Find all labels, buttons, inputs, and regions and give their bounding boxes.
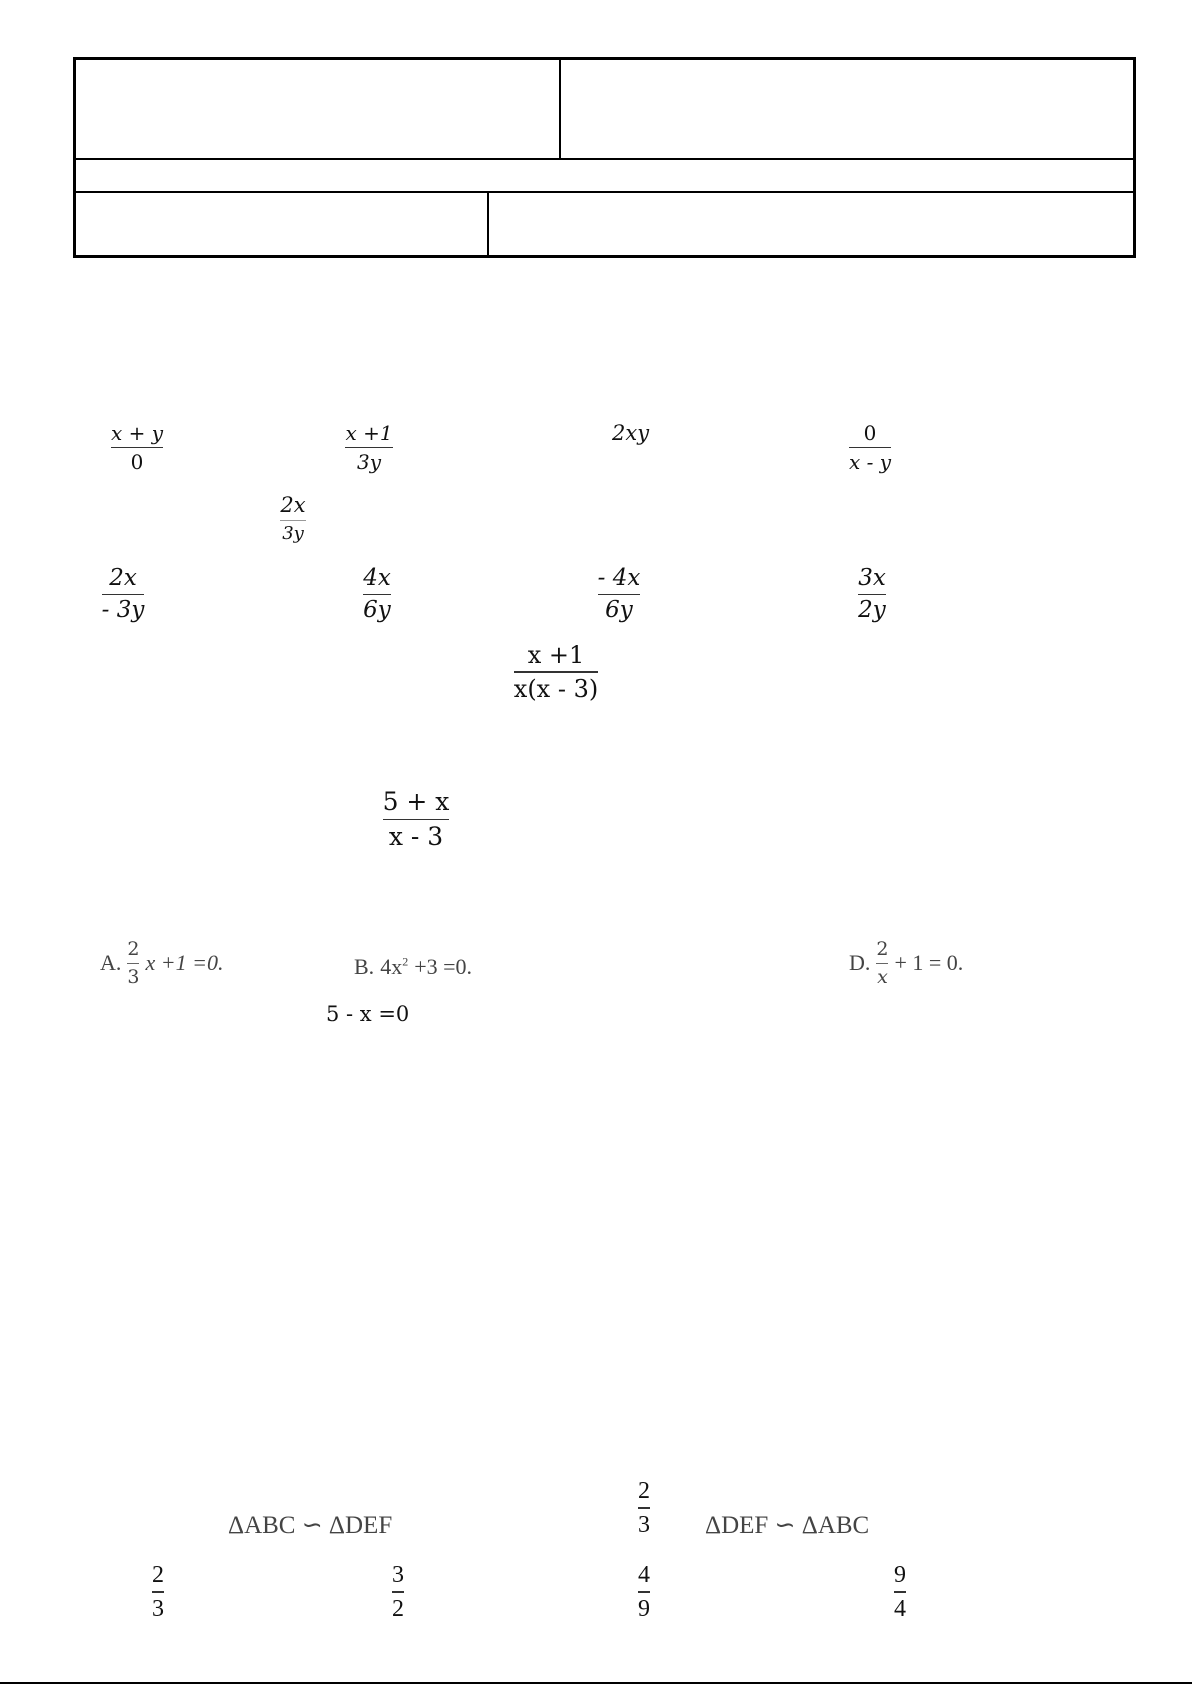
numerator: x + y (110, 421, 164, 445)
q2-option-A (102, 566, 145, 624)
fraction-bar (894, 1591, 906, 1592)
fraction-bar (598, 594, 641, 595)
fraction-bar (383, 819, 450, 820)
denominator: 9 (638, 1595, 650, 1622)
header-cell-bottom-left (76, 192, 487, 258)
q-last-option-A (152, 1562, 164, 1622)
fraction-bar (363, 594, 391, 595)
option-expression (380, 954, 408, 980)
q4-fraction (383, 788, 450, 850)
numerator: 2 (876, 938, 889, 960)
option-label: B. (354, 954, 375, 979)
option-exponent: 2 (402, 954, 409, 969)
q5-option-B (354, 954, 472, 980)
q-last-option-C (638, 1562, 650, 1622)
q1-option-4 (849, 422, 891, 473)
denominator: 3y (356, 450, 382, 475)
fraction-bar (876, 963, 888, 964)
fraction-bar (102, 594, 145, 595)
similarity-ratio (638, 1478, 650, 1538)
q1-option-1 (111, 422, 163, 473)
page-bottom-rule (0, 1682, 1192, 1684)
q2-option-B (363, 566, 391, 624)
q-last-option-D (894, 1562, 906, 1622)
option-fraction (876, 939, 888, 988)
header-cell-top-left (76, 60, 559, 158)
numerator: 2 (127, 938, 140, 960)
fraction-bar (345, 447, 392, 448)
option-rest: x +1 =0. (145, 950, 224, 976)
numerator: 0 (863, 421, 877, 445)
denominator: 6y (605, 597, 633, 624)
fraction-bar (392, 1591, 404, 1592)
option-base: 4x (380, 954, 403, 979)
numerator: 3x (858, 565, 886, 591)
denominator: - 3y (101, 597, 145, 624)
numerator: - 4x (597, 565, 641, 591)
q1-option-3: 2xy (612, 421, 650, 445)
numerator: 5 + x (382, 787, 450, 816)
fraction-bar (127, 963, 139, 964)
denominator: 3 (127, 966, 140, 989)
option-label: D. (849, 950, 871, 976)
q2-option-C (598, 566, 641, 624)
option-fraction (127, 939, 139, 988)
denominator: x - 3 (388, 821, 444, 851)
q5-option-C: 5 - x =0 (326, 1002, 410, 1026)
fraction-bar (280, 520, 305, 521)
numerator: 9 (894, 1562, 906, 1588)
q2-option-D (858, 566, 886, 624)
fraction-bar (849, 447, 891, 448)
numerator: x +1 (345, 421, 393, 445)
header-table (73, 57, 1136, 258)
numerator: 2 (638, 1478, 650, 1504)
q-last-option-B (392, 1562, 404, 1622)
denominator: x(x - 3) (513, 674, 599, 703)
denominator: 6y (363, 597, 391, 624)
option-rest: +3 =0. (414, 954, 473, 979)
q1-option-2 (345, 422, 392, 473)
denominator: 4 (894, 1595, 906, 1622)
header-cell-bottom-right (488, 192, 1136, 258)
denominator: 2 (392, 1595, 404, 1622)
denominator: 3y (282, 523, 304, 545)
denominator: 2y (858, 597, 886, 624)
fraction-bar (111, 447, 163, 448)
header-cell-top-right (560, 60, 1136, 158)
similar-triangles-statement-1: ΔABC ∽ ΔDEF (228, 1512, 393, 1539)
option-label: A. (100, 950, 122, 976)
denominator: 3 (638, 1511, 650, 1538)
denominator: x - y (848, 450, 892, 475)
numerator: 2x (109, 565, 137, 591)
q5-option-A (100, 939, 223, 988)
q3-fraction (514, 642, 598, 702)
denominator: x (877, 966, 888, 989)
fraction-bar (858, 594, 886, 595)
numerator: 4 (638, 1562, 650, 1588)
similar-triangles-statement-2: ΔDEF ∽ ΔABC (705, 1512, 870, 1539)
option-rest: + 1 = 0. (894, 950, 964, 976)
header-cell-middle (76, 159, 1136, 191)
numerator: x +1 (527, 641, 585, 669)
fraction-bar (152, 1591, 164, 1592)
q2-given-fraction (280, 494, 305, 544)
denominator: 3 (152, 1595, 164, 1622)
numerator: 2x (280, 493, 306, 517)
numerator: 2 (152, 1562, 164, 1588)
fraction-bar (638, 1591, 650, 1592)
q5-option-D (849, 939, 963, 988)
fraction-bar (638, 1507, 650, 1508)
numerator: 4x (363, 565, 391, 591)
fraction-bar (514, 671, 598, 672)
numerator: 3 (392, 1562, 404, 1588)
denominator: 0 (130, 450, 144, 475)
